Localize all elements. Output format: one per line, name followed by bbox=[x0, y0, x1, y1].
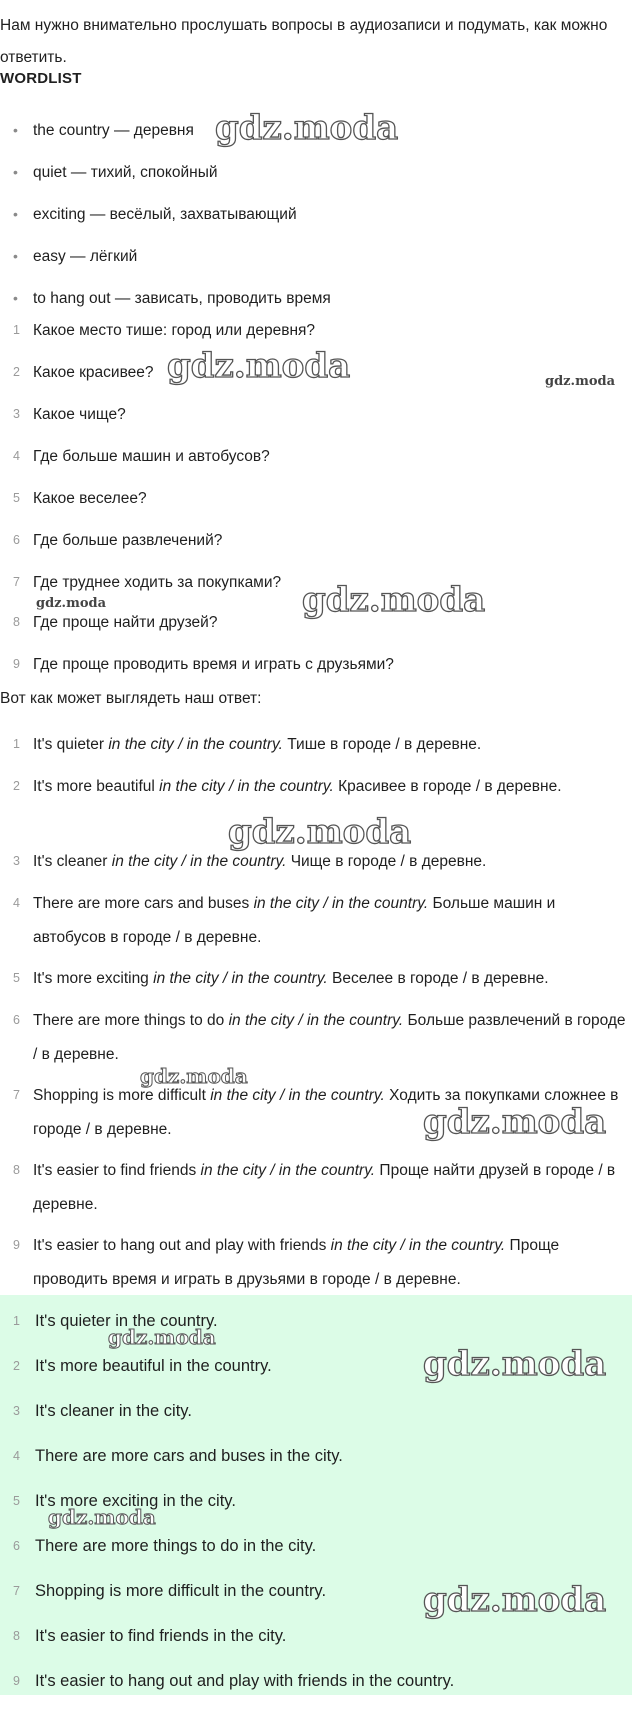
watermark: gdz.moda bbox=[423, 1102, 607, 1142]
bullet-icon: • bbox=[13, 122, 18, 138]
watermark: gdz.moda bbox=[108, 1325, 216, 1349]
watermark: gdz.moda bbox=[302, 580, 486, 620]
watermark: gdz.moda bbox=[423, 1344, 607, 1384]
watermark: gdz.moda bbox=[140, 1064, 248, 1088]
wordlist-title: WORDLIST bbox=[0, 70, 82, 87]
watermark: gdz.moda bbox=[48, 1505, 156, 1529]
intro-text: Нам нужно внимательно прослушать вопросы в аудиозаписи и подумать, как можно ответить. bbox=[0, 17, 608, 66]
bullet-icon: • bbox=[13, 164, 18, 180]
watermark: gdz.moda bbox=[228, 812, 412, 852]
answer-lead: Вот как может выглядеть наш ответ: bbox=[0, 690, 262, 707]
watermark: gdz.moda bbox=[545, 374, 616, 389]
watermark: gdz.moda bbox=[167, 346, 351, 386]
watermark: gdz.moda bbox=[215, 108, 399, 148]
watermark: gdz.moda bbox=[36, 596, 107, 611]
bullet-icon: • bbox=[13, 248, 18, 264]
bullet-icon: • bbox=[13, 206, 18, 222]
bullet-icon: • bbox=[13, 290, 18, 306]
watermark: gdz.moda bbox=[423, 1580, 607, 1620]
